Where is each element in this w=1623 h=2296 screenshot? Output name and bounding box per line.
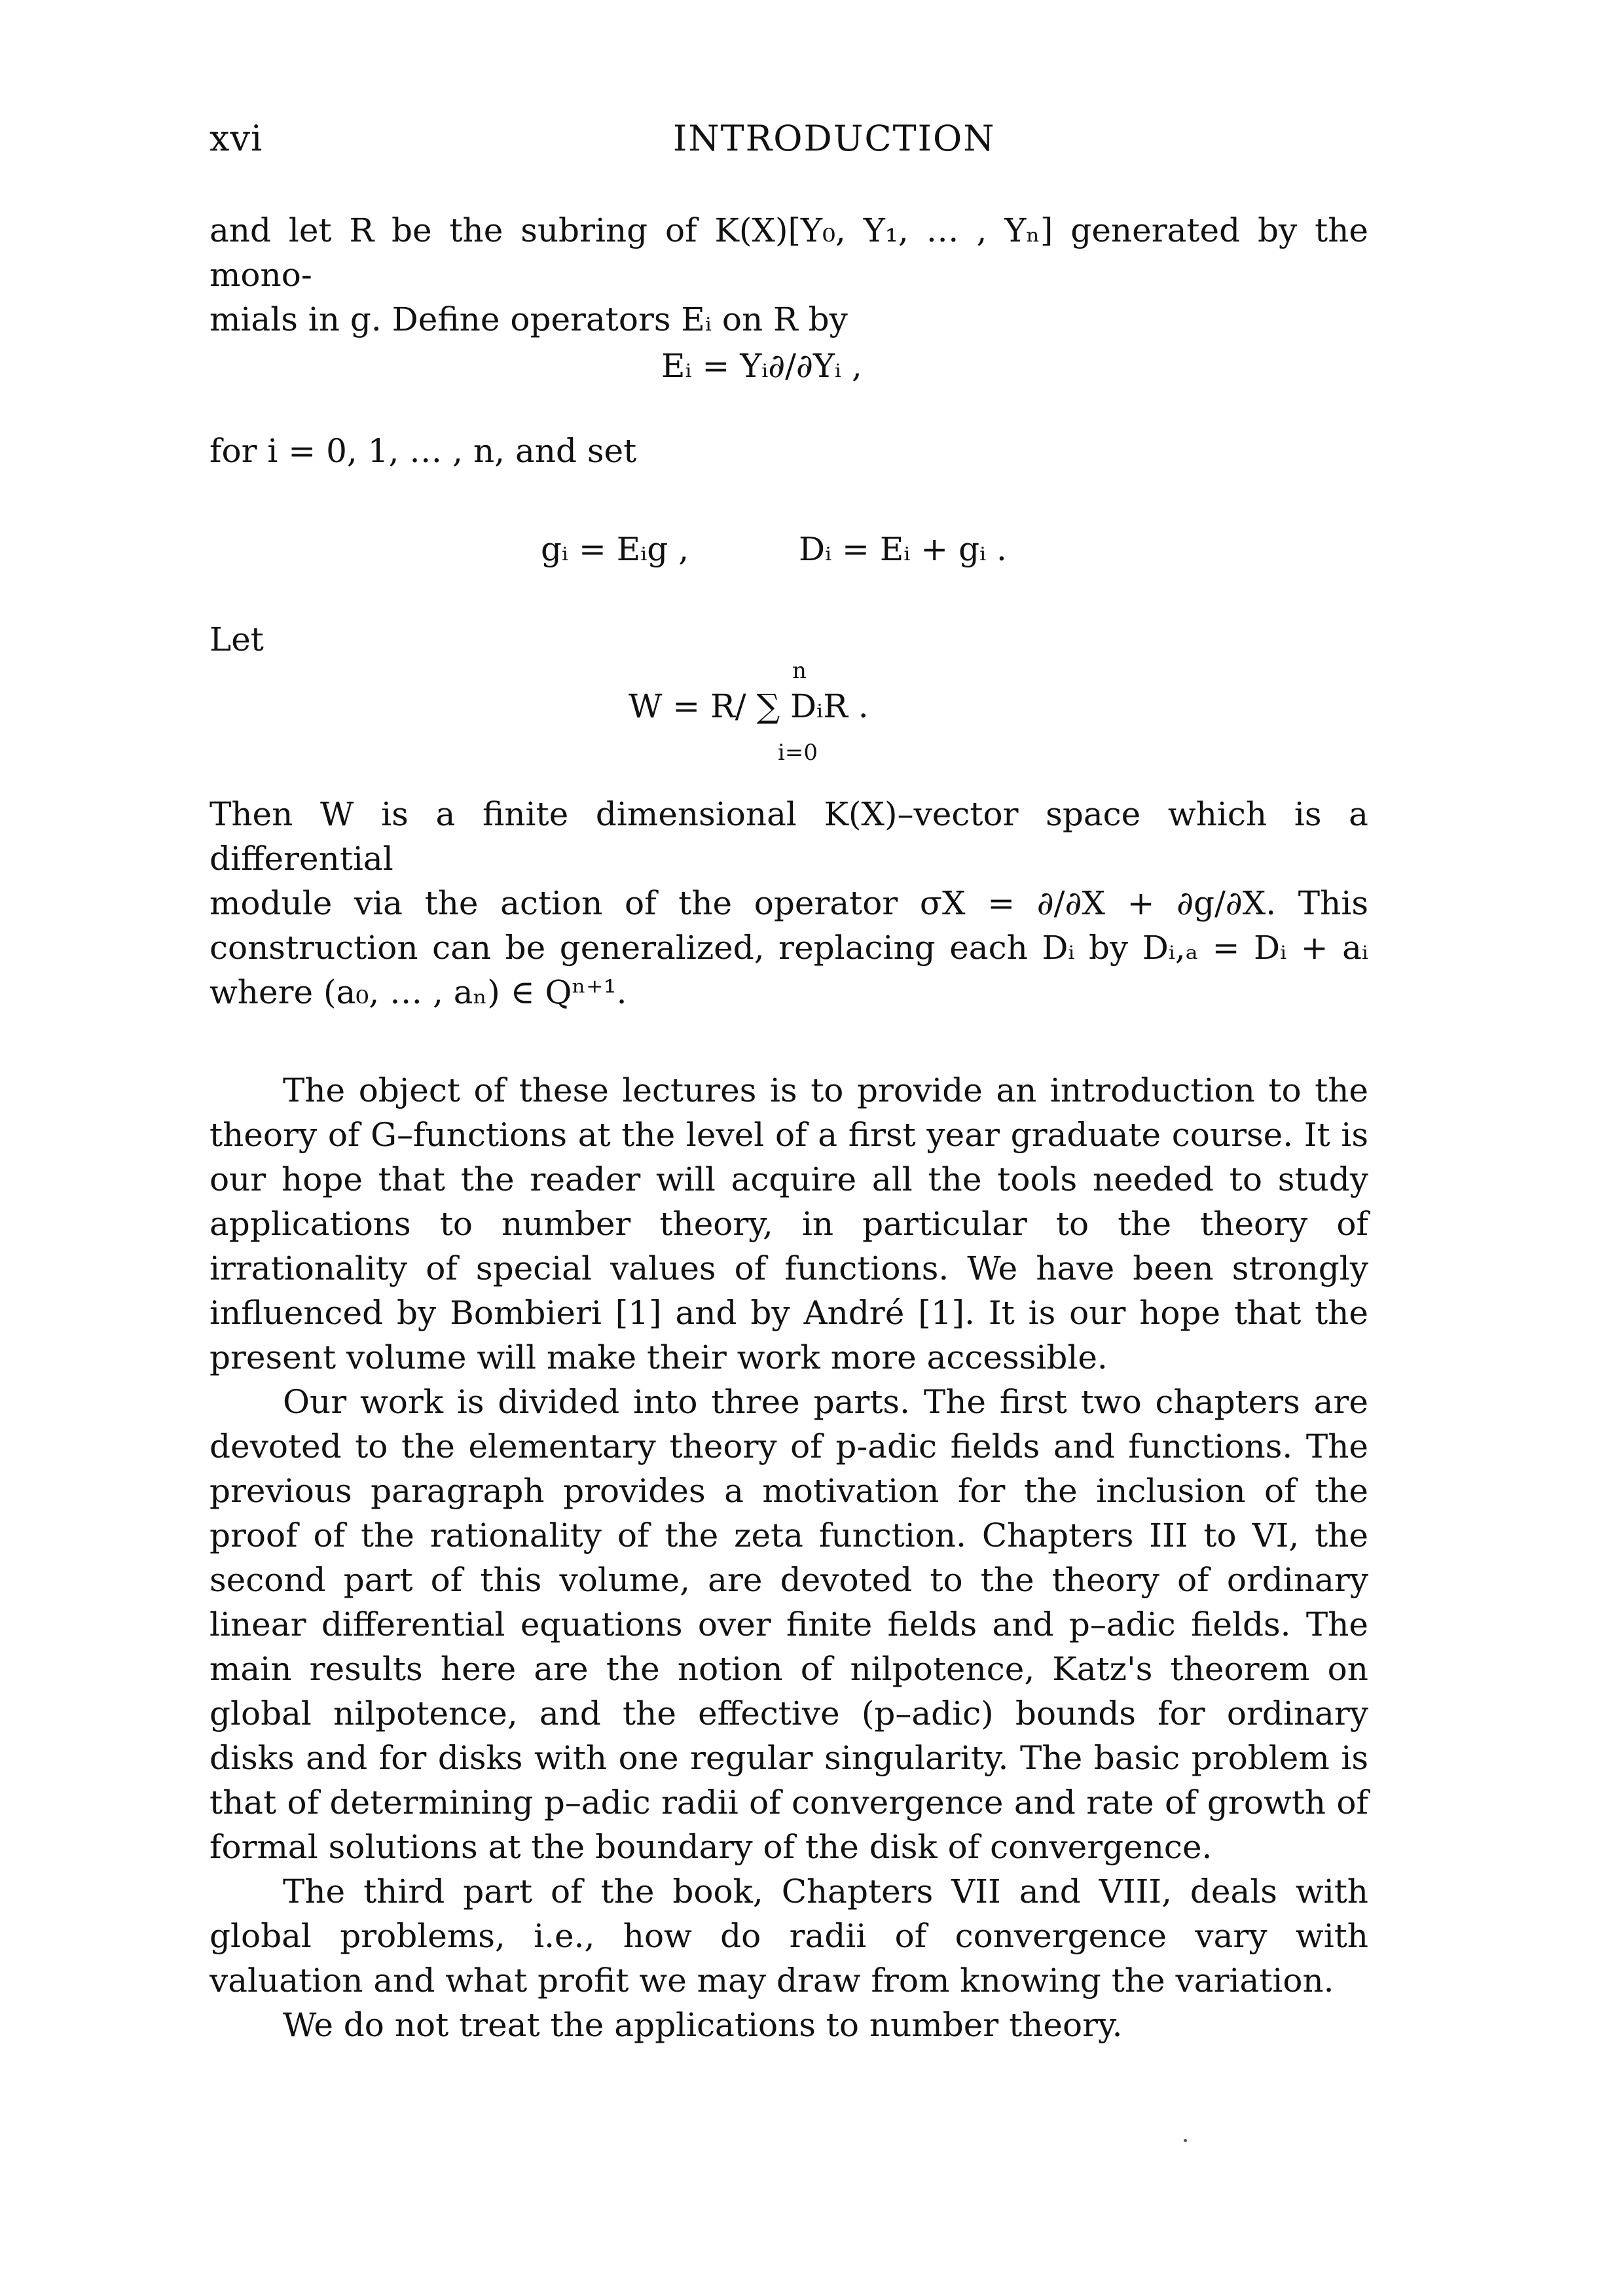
for-line: for i = 0, 1, … , n, and set	[210, 432, 637, 470]
let-label: Let	[210, 620, 264, 658]
text-line: module via the action of the operator σX = ∂/∂X + ∂g/∂X. This	[210, 884, 1368, 922]
sum-upper-limit: n	[792, 658, 807, 684]
text-line: construction can be generalized, replacing each Dᵢ by Dᵢ,ₐ = Dᵢ + aᵢ	[210, 929, 1368, 967]
sum-lower-limit: i=0	[778, 740, 818, 766]
then-text	[210, 792, 1368, 1014]
running-head: INTRODUCTION	[673, 118, 996, 159]
paragraph: The third part of the book, Chapters VII and VIII, deals with global problems, i.e., how do radii of convergence vary with valuation and what profit we may draw from knowing the variation.	[210, 1873, 1368, 2000]
text-line: mials in g. Define operators Eᵢ on R by	[210, 300, 848, 338]
paragraph: Our work is divided into three parts. The first two chapters are devoted to the elementary theory of p-adic fields and functions. The previous paragraph provides a motivation for the inclusion of the proof of the rationality of the zeta function. Chapters III to VI, the second part of this volume, are devoted to the theory of ordinary linear differential equations over finite fields and p–adic fields. The main results here are the notion of nilpotence, Katz's theorem on global nilpotence, and the effective (p–adic) bounds for ordinary disks and for disks with one regular singularity. The basic problem is that of determining p–adic radii of convergence and rate of growth of formal solutions at the boundary of the disk of convergence.	[210, 1383, 1368, 1866]
equation-di: Dᵢ = Eᵢ + gᵢ .	[799, 530, 1007, 568]
paragraph: We do not treat the applications to number theory.	[283, 2006, 1123, 2044]
text-line: Then W is a finite dimensional K(X)–vector space which is a differential	[210, 795, 1368, 878]
equation-ei: Eᵢ = Yᵢ∂/∂Yᵢ ,	[661, 347, 862, 385]
body-text	[210, 1068, 1368, 2047]
intro-text	[210, 208, 1368, 342]
paragraph: The object of these lectures is to provide an introduction to the theory of G–functions at the level of a first year graduate course. It is our hope that the reader will acquire all the tools needed to study applications to number theory, in particular to the theory of irrationality of special values of functions. We have been strongly influenced by Bombieri [1] and by André [1]. It is our hope that the present volume will make their work more accessible.	[210, 1071, 1368, 1376]
text-line: and let R be the subring of K(X)[Y₀, Y₁, … , Yₙ] generated by the mono-	[210, 211, 1368, 294]
equation-gi: gᵢ = Eᵢg ,	[541, 530, 689, 568]
stray-mark	[1184, 2139, 1187, 2142]
page-number: xvi	[210, 118, 263, 159]
equation-w: W = R/ ∑ DᵢR .	[629, 687, 869, 725]
text-line: where (a₀, … , aₙ) ∈ Qⁿ⁺¹.	[210, 973, 627, 1011]
